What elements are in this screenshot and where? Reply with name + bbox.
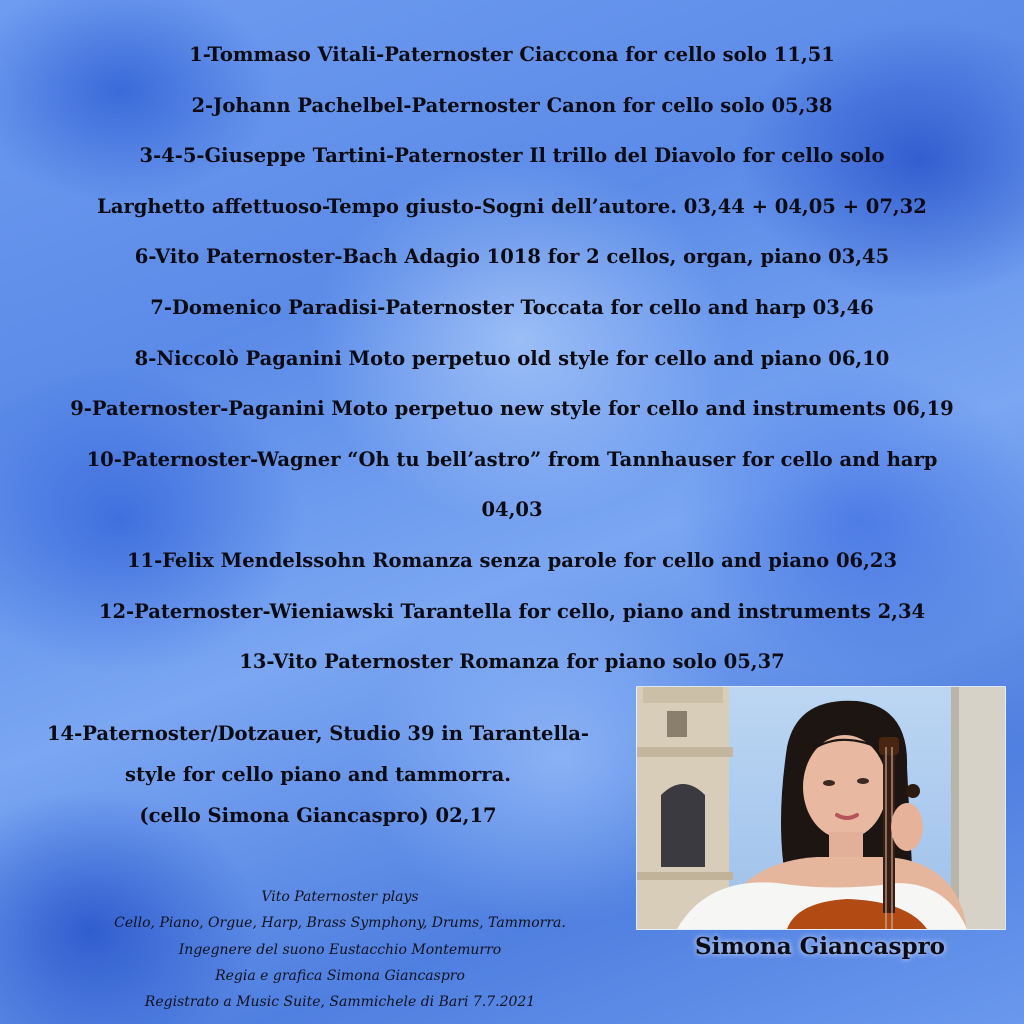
track-line: 8-Niccolò Paganini Moto perpetuo old style for cello and piano 06,10	[134, 346, 890, 370]
credits-line: Regia e grafica Simona Giancaspro	[215, 967, 465, 984]
credits-line: Cello, Piano, Orgue, Harp, Brass Symphony, Drums, Tammorra.	[114, 915, 566, 932]
credits-line: Registrato a Music Suite, Sammichele di Bari 7.7.2021	[144, 994, 536, 1011]
track-line: 7-Domenico Paradisi-Paternoster Toccata for cello and harp 03,46	[150, 295, 874, 319]
photo-caption: Simona Giancaspro	[694, 933, 946, 960]
track-14-block	[20, 713, 616, 836]
track-line: 2-Johann Pachelbel-Paternoster Canon for cello solo 05,38	[191, 93, 833, 117]
track-line: 6-Vito Paternoster-Bach Adagio 1018 for 2 cellos, organ, piano 03,45	[134, 245, 890, 269]
track-line: 13-Vito Paternoster Romanza for piano solo 05,37	[239, 650, 785, 674]
track-14-line: style for cello piano and tammorra.	[124, 763, 512, 786]
track-14-line: (cello Simona Giancaspro) 02,17	[139, 804, 497, 827]
track-line: 1-Tommaso Vitali-Paternoster Ciaccona for cello solo 11,51	[189, 43, 835, 66]
track-list	[0, 30, 1024, 688]
track-line: Larghetto affettuoso-Tempo giusto-Sogni dell’autore. 03,44 + 04,05 + 07,32	[97, 194, 927, 218]
track-line: 11-Felix Mendelssohn Romanza senza parole for cello and piano 06,23	[126, 548, 898, 572]
track-line: 12-Paternoster-Wieniawski Tarantella for cello, piano and instruments 2,34	[98, 599, 926, 623]
track-line: 04,03	[481, 498, 543, 522]
track-14-line: 14-Paternoster/Dotzauer, Studio 39 in Tarantella-	[46, 722, 590, 745]
cellist-illustration	[637, 687, 1005, 929]
track-line: 9-Paternoster-Paganini Moto perpetuo new style for cello and instruments 06,19	[70, 397, 954, 421]
credits-line: Ingegnere del suono Eustacchio Montemurro	[178, 941, 502, 958]
cellist-photo	[636, 686, 1006, 930]
credits-block	[40, 884, 640, 1015]
credits-line: Vito Paternoster plays	[261, 889, 419, 905]
track-line: 3-4-5-Giuseppe Tartini-Paternoster Il trillo del Diavolo for cello solo	[139, 144, 885, 168]
track-line: 10-Paternoster-Wagner “Oh tu bell’astro” from Tannhauser for cello and harp	[86, 447, 938, 471]
